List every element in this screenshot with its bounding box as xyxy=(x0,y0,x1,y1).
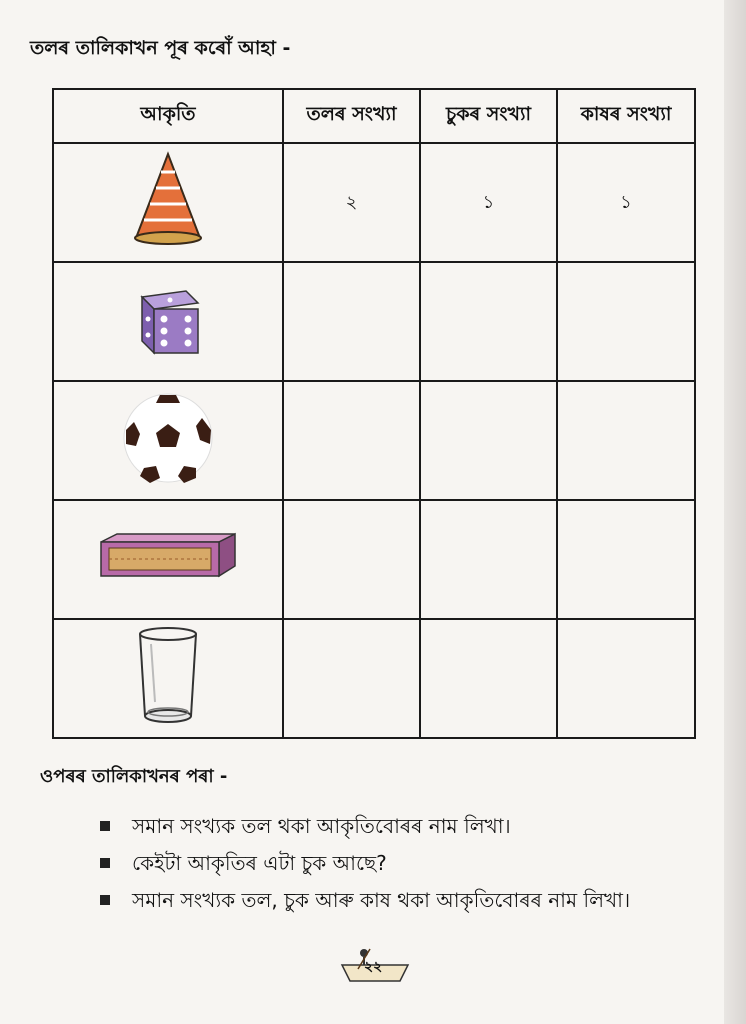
list-item xyxy=(100,808,630,845)
instruction-heading: তলৰ তালিকাখন পূৰ কৰোঁ আহা - xyxy=(30,37,291,59)
faces-cell[interactable] xyxy=(283,500,420,619)
table-row xyxy=(53,262,695,381)
page-number: ২২ xyxy=(364,959,383,975)
edges-value: ১ xyxy=(620,192,632,213)
faces-cell[interactable] xyxy=(283,143,420,262)
question-text: সমান সংখ্যক তল, চুক আৰু কাষ থকা আকৃতিবোৰৰ নাম লিখা। xyxy=(132,888,631,912)
page-edge xyxy=(724,0,746,1024)
header-shape: আকৃতি xyxy=(53,89,283,143)
shape-cell xyxy=(53,262,283,381)
header-faces: তলৰ সংখ্যা xyxy=(283,89,420,143)
question-text: কেইটা আকৃতিৰ এটা চুক আছে? xyxy=(132,851,387,875)
shape-cell xyxy=(53,381,283,500)
faces-cell[interactable] xyxy=(283,619,420,738)
shape-cell xyxy=(53,143,283,262)
questions-heading: ওপৰৰ তালিকাখনৰ পৰা - xyxy=(40,766,228,787)
header-corners: চুকৰ সংখ্যা xyxy=(420,89,557,143)
corners-cell[interactable] xyxy=(420,500,557,619)
corners-value: ১ xyxy=(482,192,495,213)
edges-cell[interactable] xyxy=(557,619,695,738)
matchbox-icon xyxy=(97,532,239,582)
shape-cell xyxy=(53,619,283,738)
faces-cell[interactable] xyxy=(283,381,420,500)
edges-cell[interactable] xyxy=(557,262,695,381)
corners-cell[interactable] xyxy=(420,381,557,500)
football-icon xyxy=(120,388,216,488)
corners-cell[interactable] xyxy=(420,262,557,381)
list-item xyxy=(100,845,630,882)
shape-cell xyxy=(53,500,283,619)
square-bullet-icon xyxy=(100,858,110,868)
square-bullet-icon xyxy=(100,895,110,905)
table-row xyxy=(53,381,695,500)
question-list xyxy=(100,808,630,919)
edges-cell[interactable] xyxy=(557,381,695,500)
corners-cell[interactable] xyxy=(420,619,557,738)
header-edges: কাষৰ সংখ্যা xyxy=(557,89,695,143)
dice-icon xyxy=(128,279,208,359)
edges-cell[interactable] xyxy=(557,500,695,619)
shapes-table xyxy=(52,88,696,739)
cone-icon xyxy=(128,150,208,250)
square-bullet-icon xyxy=(100,821,110,831)
table-header-row xyxy=(53,89,695,143)
question-text: সমান সংখ্যক তল থকা আকৃতিবোৰৰ নাম লিখা। xyxy=(132,814,511,838)
page-footer xyxy=(340,945,410,985)
table-row xyxy=(53,500,695,619)
list-item xyxy=(100,882,630,919)
edges-cell[interactable] xyxy=(557,143,695,262)
corners-cell[interactable] xyxy=(420,143,557,262)
table-row xyxy=(53,143,695,262)
glass-icon xyxy=(133,624,203,728)
table-row xyxy=(53,619,695,738)
faces-value: ২ xyxy=(345,192,358,213)
faces-cell[interactable] xyxy=(283,262,420,381)
